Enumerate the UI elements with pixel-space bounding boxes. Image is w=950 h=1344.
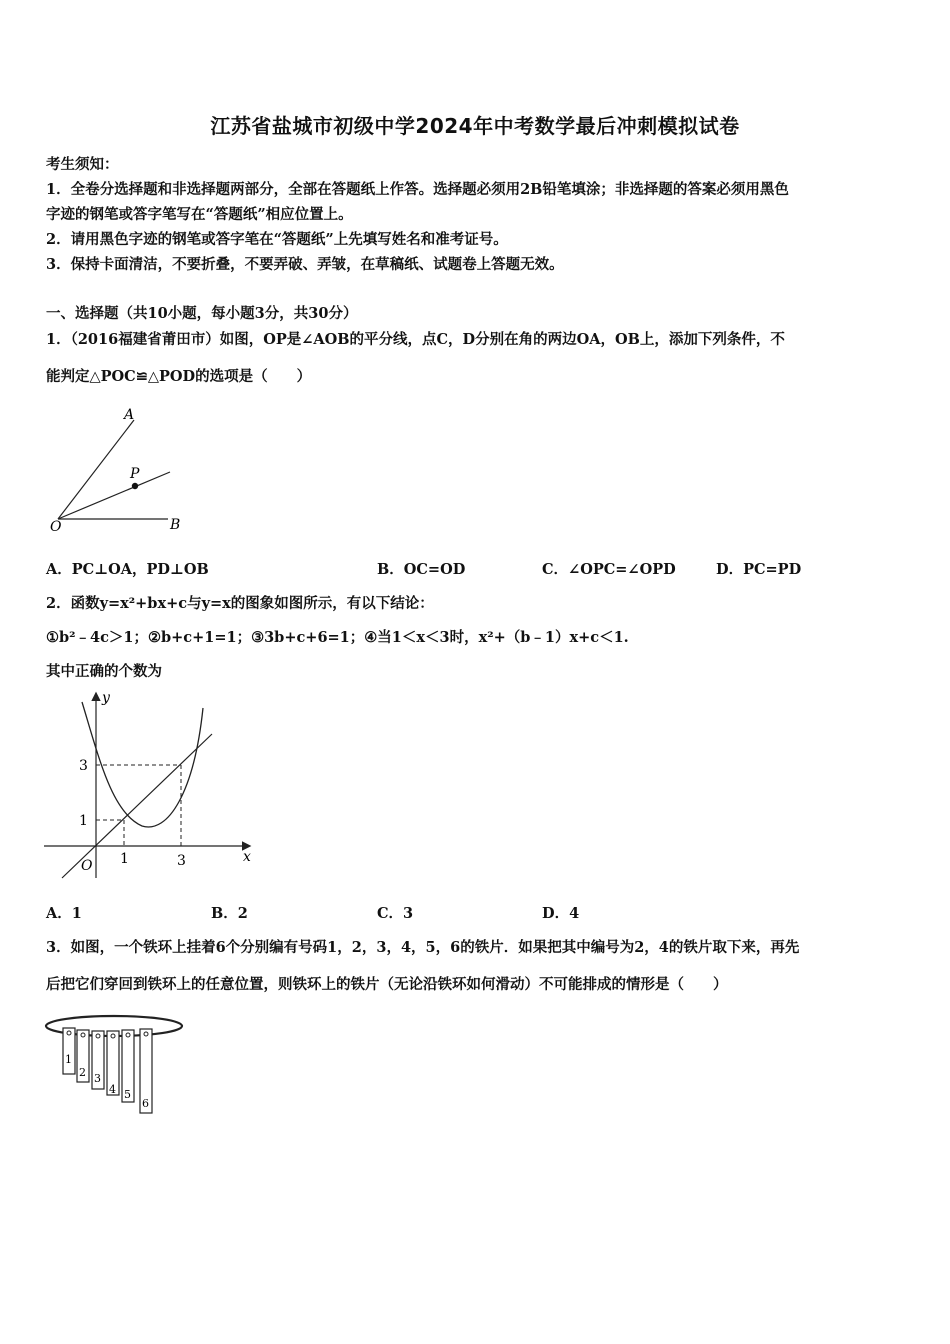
- y-axis-label: y: [102, 690, 110, 706]
- q2-option-b[interactable]: B．2: [211, 905, 248, 922]
- notice-item-1a: 1．全卷分选择题和非选择题两部分，全部在答题纸上作答。选择题必须用2B铅笔填涂；非选择题的答案必须用黑色: [46, 181, 789, 198]
- notice-item-2: 2．请用黑色字迹的钢笔或答字笔在“答题纸”上先填写姓名和准考证号。: [46, 231, 508, 248]
- section-heading: 一、选择题（共10小题，每小题3分，共30分）: [46, 305, 358, 322]
- plate-1: [63, 1028, 75, 1074]
- plate-4-number: 4: [109, 1083, 116, 1096]
- plate-5-number: 5: [124, 1088, 131, 1101]
- page-title: 江苏省盐城市初级中学2024年中考数学最后冲刺模拟试卷: [210, 114, 740, 138]
- q1-text-line2: 能判定△POC≌△POD的选项是（ ）: [46, 368, 312, 385]
- label-a: A: [124, 407, 135, 423]
- y-tick-1: 1: [79, 813, 88, 829]
- ray-oa: [58, 420, 134, 519]
- notice-item-3: 3．保持卡面清洁，不要折叠，不要弄破、弄皱，在草稿纸、试题卷上答题无效。: [46, 256, 564, 273]
- q2-function-graph: [44, 688, 259, 883]
- plate-6-number: 6: [142, 1097, 149, 1110]
- plate-2: [77, 1030, 89, 1082]
- x-axis-label: x: [243, 849, 251, 865]
- line-y-equals-x: [62, 734, 212, 878]
- y-tick-3: 3: [79, 758, 88, 774]
- label-b: B: [170, 517, 181, 533]
- q1-option-d[interactable]: D．PC=PD: [716, 561, 802, 578]
- origin-label: O: [81, 858, 93, 874]
- q1-option-c[interactable]: C．∠OPC=∠OPD: [542, 561, 676, 578]
- q1-option-a[interactable]: A．PC⊥OA，PD⊥OB: [46, 561, 209, 578]
- plate-6: [140, 1029, 152, 1113]
- q1-text-line1: 1．（2016福建省莆田市）如图，OP是∠AOB的平分线，点C，D分别在角的两边OA，OB上，添加下列条件，不: [46, 331, 785, 348]
- q3-text-line1: 3．如图，一个铁环上挂着6个分别编有号码1，2，3，4，5，6的铁片．如果把其中编号为2，4的铁片取下来，再先: [46, 939, 800, 956]
- plate-2-number: 2: [79, 1066, 86, 1079]
- q3-text-line2: 后把它们穿回到铁环上的任意位置，则铁环上的铁片（无论沿铁环如何滑动）不可能排成的情形是（ ）: [46, 976, 728, 993]
- label-p: P: [130, 466, 140, 482]
- q2-option-c[interactable]: C．3: [377, 905, 414, 922]
- q1-angle-figure: [46, 404, 191, 536]
- plate-3: [92, 1031, 104, 1089]
- q2-option-a[interactable]: A．1: [46, 905, 82, 922]
- notice-item-1b: 字迹的钢笔或答字笔写在“答题纸”相应位置上。: [46, 206, 353, 223]
- ray-op: [58, 472, 170, 519]
- x-tick-1: 1: [120, 851, 129, 867]
- q2-text-line1: 2．函数y=x²+bx+c与y=x的图象如图所示，有以下结论：: [46, 595, 434, 612]
- point-p: [132, 483, 138, 489]
- x-tick-3: 3: [177, 853, 186, 869]
- parabola-curve: [82, 702, 203, 827]
- q3-iron-ring-figure: [44, 1010, 189, 1120]
- q2-option-d[interactable]: D．4: [542, 905, 580, 922]
- q1-option-b[interactable]: B．OC=OD: [377, 561, 466, 578]
- q2-text-line2: ①b²﹣4c＞1；②b+c+1=1；③3b+c+6=1；④当1＜x＜3时，x²+（b﹣1）x+c＜1.: [46, 629, 629, 646]
- q2-text-line3: 其中正确的个数为: [46, 663, 162, 680]
- plate-5: [122, 1030, 134, 1102]
- notice-heading: 考生须知：: [46, 156, 119, 173]
- plate-1-number: 1: [65, 1053, 72, 1066]
- plate-3-number: 3: [94, 1072, 101, 1085]
- plate-4: [107, 1031, 119, 1096]
- label-o: O: [50, 519, 62, 535]
